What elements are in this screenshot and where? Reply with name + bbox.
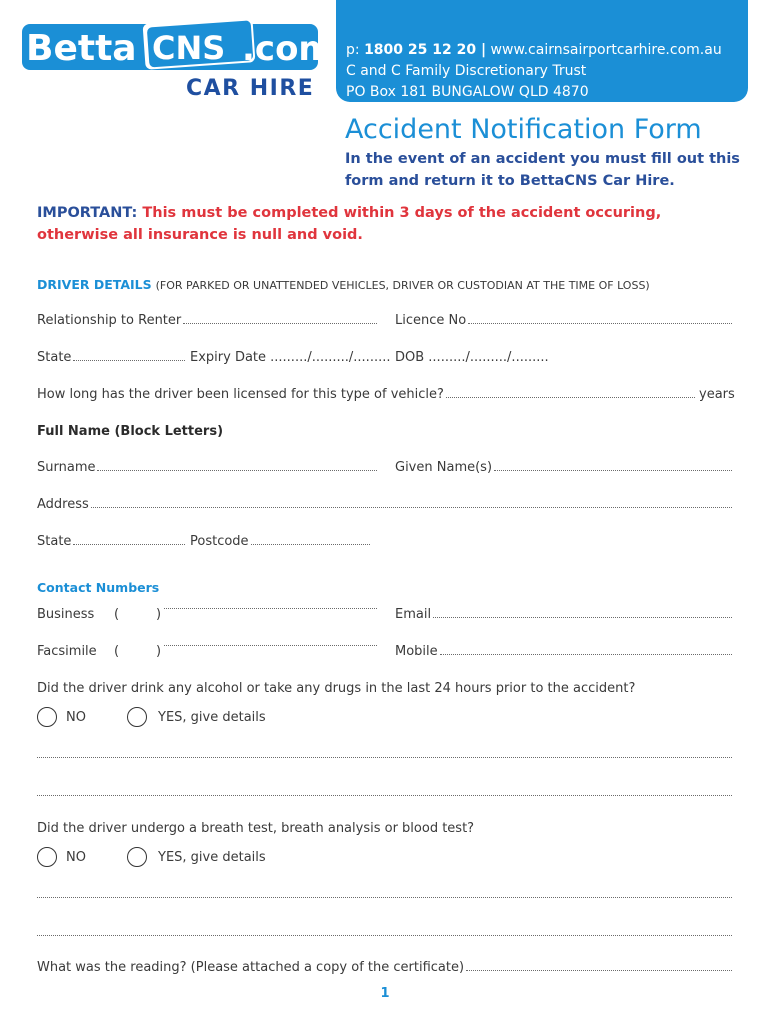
phone-line <box>346 42 722 58</box>
licensed-duration-field[interactable] <box>37 387 695 402</box>
email-field[interactable] <box>395 607 732 622</box>
state-label: State <box>37 350 72 365</box>
facsimile-label: Facsimile <box>37 644 97 659</box>
website-link[interactable]: www.cairnsairportcarhire.com.au <box>486 42 722 58</box>
full-name-heading: Full Name (Block Letters) <box>37 424 224 439</box>
relationship-label: Relationship to Renter <box>37 313 182 328</box>
breath-details-line-2[interactable] <box>37 935 732 936</box>
breath-yes-radio[interactable] <box>127 847 147 867</box>
address-label: Address <box>37 497 89 512</box>
business-paren-close: ) <box>156 607 162 622</box>
contact-numbers-heading: Contact Numbers <box>37 580 160 595</box>
breath-no-radio[interactable] <box>37 847 57 867</box>
page-number: 1 <box>380 986 390 1001</box>
state-field-2[interactable] <box>37 534 185 549</box>
licence-label: Licence No <box>395 313 467 328</box>
mobile-field[interactable] <box>395 644 732 659</box>
important-notice <box>37 202 737 246</box>
postal-address: PO Box 181 BUNGALOW QLD 4870 <box>346 84 589 100</box>
address-field[interactable] <box>37 497 732 512</box>
licensed-question: How long has the driver been licensed for this type of vehicle? <box>37 387 444 402</box>
given-names-field[interactable] <box>395 460 732 475</box>
dob-field[interactable]: DOB ........./........./......... <box>395 350 549 365</box>
facsimile-paren-close: ) <box>156 644 162 659</box>
form-subtitle: In the event of an accident you must fill out this form and return it to BettaCNS Car Hire. <box>345 151 740 189</box>
alcohol-yes-radio[interactable] <box>127 707 147 727</box>
driver-heading-text: DRIVER DETAILS <box>37 277 152 292</box>
state-label-2: State <box>37 534 72 549</box>
alcohol-question: Did the driver drink any alcohol or take any drugs in the last 24 hours prior to the accident? <box>37 681 636 696</box>
years-label: years <box>699 387 735 402</box>
postcode-field[interactable] <box>190 534 370 549</box>
state-field[interactable] <box>37 350 185 365</box>
breath-no-label: NO <box>66 850 86 865</box>
surname-label: Surname <box>37 460 96 475</box>
facsimile-field[interactable] <box>162 644 377 646</box>
logo-betta: Betta <box>26 28 137 69</box>
breath-yes-label: YES, give details <box>158 850 266 865</box>
driver-heading-note: (FOR PARKED OR UNATTENDED VEHICLES, DRIVER OR CUSTODIAN AT THE TIME OF LOSS) <box>155 279 650 292</box>
driver-details-heading <box>37 277 650 292</box>
breath-details-line-1[interactable] <box>37 897 732 898</box>
surname-field[interactable] <box>37 460 377 475</box>
postcode-label: Postcode <box>190 534 249 549</box>
alcohol-details-line-2[interactable] <box>37 795 732 796</box>
phone-number: 1800 25 12 20 | <box>364 42 487 58</box>
alcohol-yes-label: YES, give details <box>158 710 266 725</box>
alcohol-no-label: NO <box>66 710 86 725</box>
reading-label: What was the reading? (Please attached a copy of the certificate) <box>37 960 465 975</box>
breath-test-question: Did the driver undergo a breath test, breath analysis or blood test? <box>37 821 475 836</box>
business-phone-field[interactable] <box>162 607 377 609</box>
facsimile-paren-open: ( <box>114 644 120 659</box>
mobile-label: Mobile <box>395 644 438 659</box>
important-text: This must be completed within 3 days of the accident occuring, otherwise all insurance is null and void. <box>37 205 662 243</box>
business-paren-open: ( <box>114 607 120 622</box>
logo-cns: CNS <box>152 29 226 67</box>
email-label: Email <box>395 607 432 622</box>
expiry-date-field[interactable]: Expiry Date ........./........./......... <box>190 350 391 365</box>
contact-header <box>336 0 748 102</box>
reading-field[interactable] <box>37 960 732 975</box>
logo-tagline: CAR HIRE <box>186 76 315 101</box>
betta-cns-logo <box>22 22 334 102</box>
form-title: Accident Notification Form <box>345 114 702 145</box>
alcohol-details-line-1[interactable] <box>37 757 732 758</box>
trust-name: C and C Family Discretionary Trust <box>346 63 587 79</box>
alcohol-no-radio[interactable] <box>37 707 57 727</box>
relationship-field[interactable] <box>37 313 377 328</box>
licence-field[interactable] <box>395 313 732 328</box>
important-label: IMPORTANT: <box>37 205 138 221</box>
phone-prefix: p: <box>346 42 365 58</box>
given-names-label: Given Name(s) <box>395 460 493 475</box>
logo-com: .com <box>242 29 334 69</box>
business-label: Business <box>37 607 95 622</box>
